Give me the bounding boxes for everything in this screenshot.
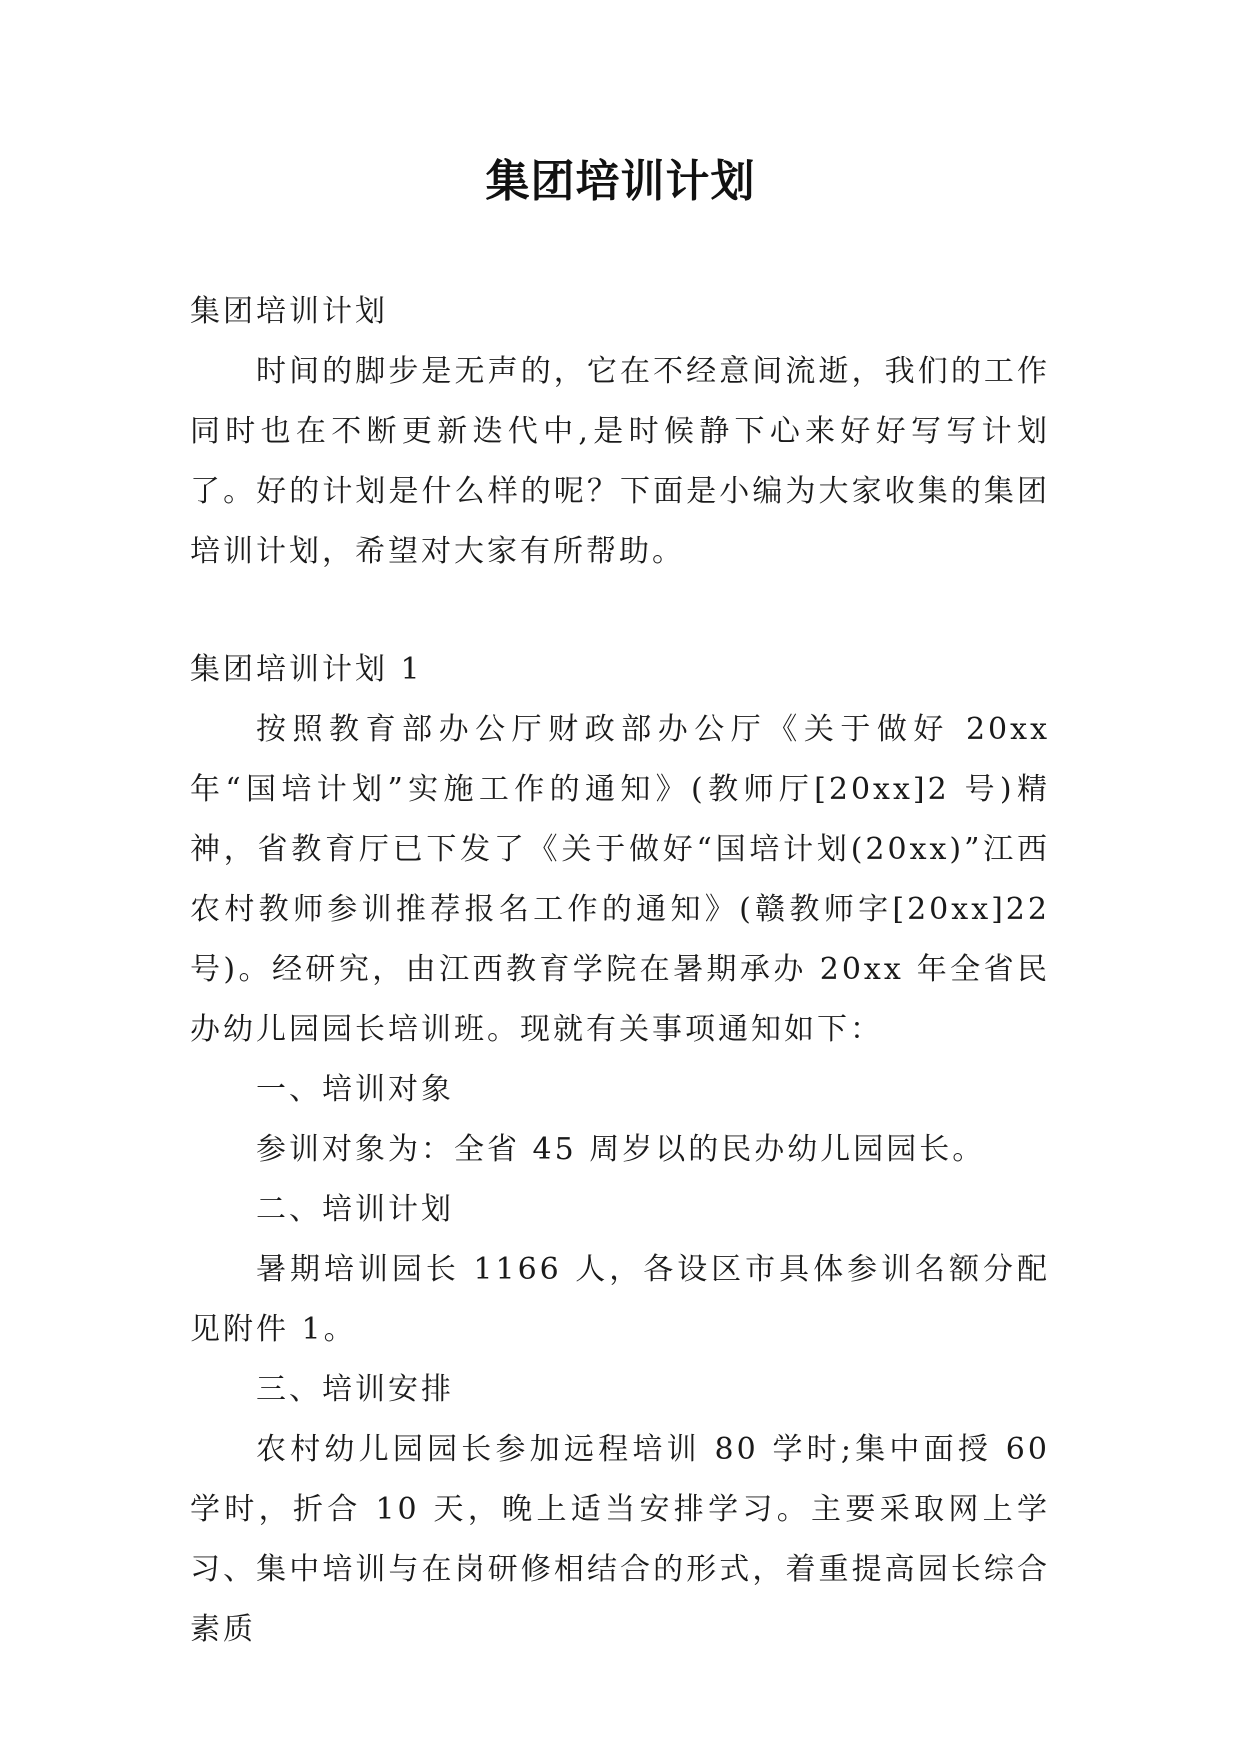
item2-text: 暑期培训园长 1166 人，各设区市具体参训名额分配见附件 1。 bbox=[190, 1252, 1050, 1347]
item1-text: 参训对象为：全省 45 周岁以的民办幼儿园园长。 bbox=[256, 1132, 986, 1167]
section1-paragraph: 按照教育部办公厅财政部办公厅《关于做好 20xx 年“国培计划”实施工作的通知》(教师厅[20xx]2 号)精神，省教育厅已下发了《关于做好“国培计划(20xx)”江西农村教师参训推荐报名工作的通知》(赣教师字[20xx]22 号)。经研究，由江西教育学院在暑期承办 20xx 年全省民办幼儿园园长培训班。现就有关事项通知如下： bbox=[190, 712, 1050, 1047]
item1-heading: 一、培训对象 bbox=[256, 1072, 454, 1107]
section1-heading: 集团培训计划 1 bbox=[190, 652, 423, 687]
intro-paragraph: 时间的脚步是无声的，它在不经意间流逝，我们的工作同时也在不断更新迭代中,是时候静下心来好好写写计划了。好的计划是什么样的呢？下面是小编为大家收集的集团培训计划，希望对大家有所帮助。 bbox=[190, 354, 1050, 569]
item3-text: 农村幼儿园园长参加远程培训 80 学时;集中面授 60 学时，折合 10 天，晚上适当安排学习。主要采取网上学习、集中培训与在岗研修相结合的形式，着重提高园长综合素质 bbox=[190, 1432, 1050, 1647]
intro-heading: 集团培训计划 bbox=[190, 294, 388, 329]
document-body bbox=[190, 282, 1050, 1660]
document-title: 集团培训计划 bbox=[485, 156, 756, 207]
item3-heading: 三、培训安排 bbox=[256, 1372, 454, 1407]
item2-heading: 二、培训计划 bbox=[256, 1192, 454, 1227]
